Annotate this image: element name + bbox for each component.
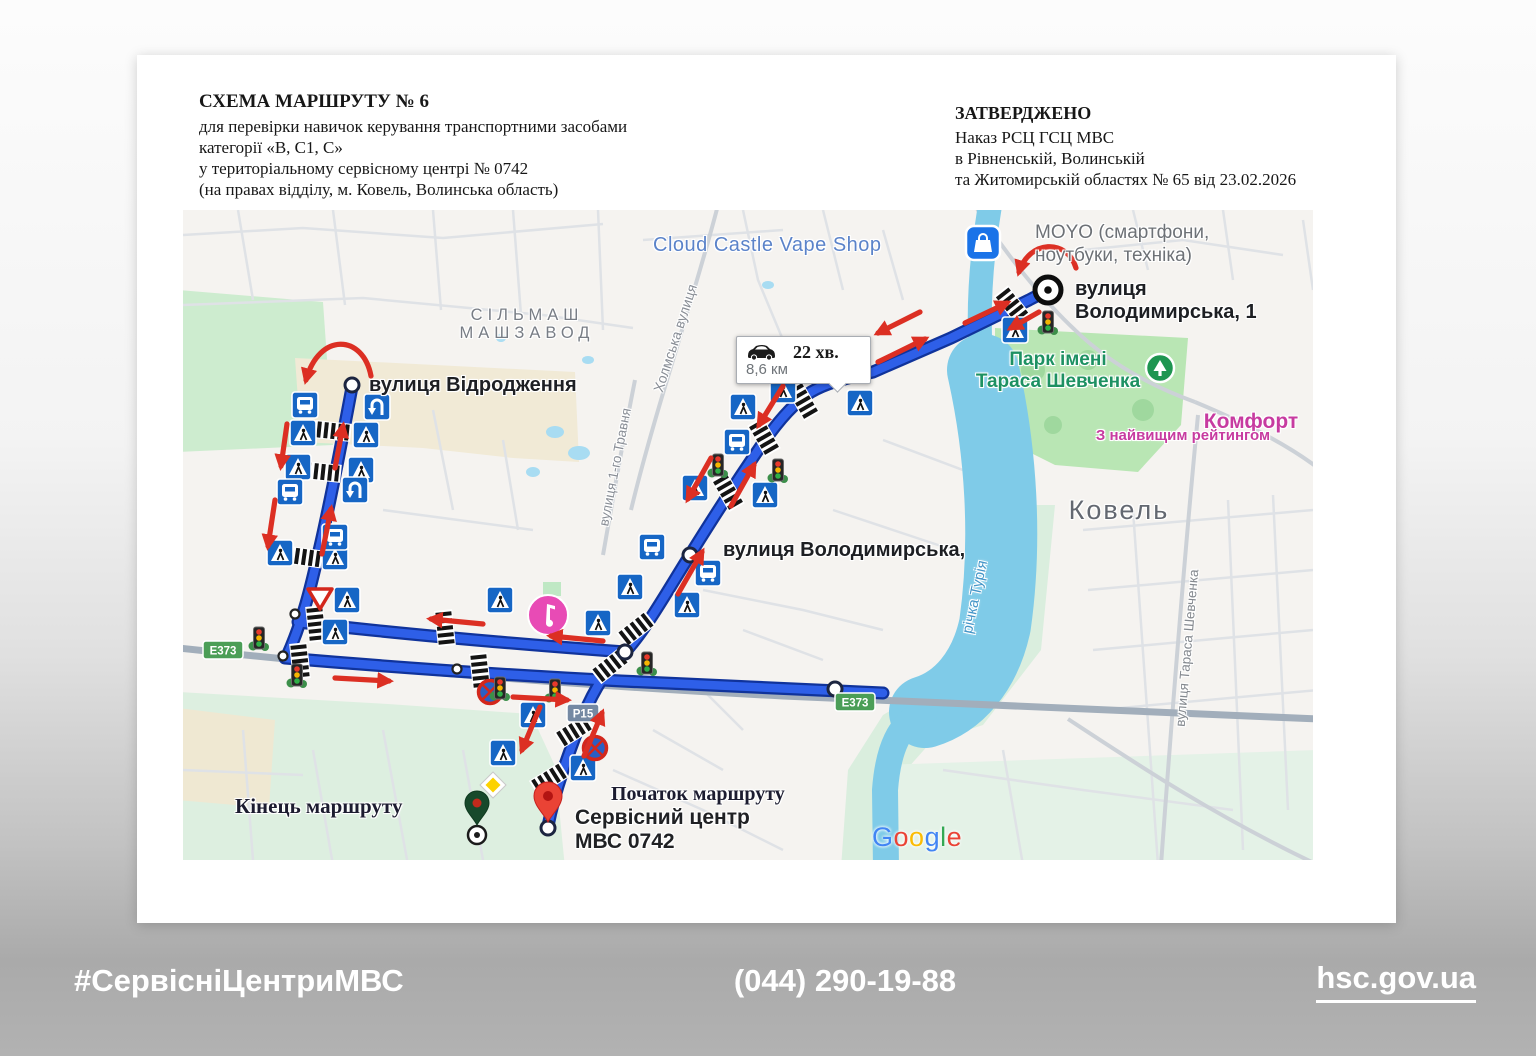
- scheme-subtitle-1: для перевірки навичок керування транспортними засобами: [199, 117, 628, 136]
- street-label-volodymyrska: вулиця Володимирська,: [723, 539, 966, 561]
- bus-stop-sign-icon: [639, 534, 665, 560]
- bus-stop-sign-icon: [695, 560, 721, 586]
- city-label-kovel: Ковель: [1068, 495, 1170, 525]
- car-icon: [745, 343, 781, 361]
- end-bullseye-icon: [468, 826, 486, 844]
- approved-title: ЗАТВЕРДЖЕНО: [955, 103, 1092, 123]
- park-label-2: Тараса Шевченка: [975, 371, 1141, 392]
- footer-hashtag: #СервісніЦентриМВС: [74, 963, 404, 998]
- destination-street-label-2: Володимирська, 1: [1075, 301, 1257, 323]
- crosswalk-sign-icon: [585, 610, 611, 636]
- street-label-shevchenka: вулиця Тараса Шевченка: [1172, 568, 1202, 728]
- approved-line-3: та Житомирській областях № 65 від 23.02.2026: [955, 170, 1297, 189]
- park-icon: [1146, 354, 1174, 382]
- u-turn-sign-icon: [364, 394, 390, 420]
- approved-line-1: Наказ РСЦ ГСЦ МВС: [955, 128, 1115, 147]
- e373-badge: [203, 641, 243, 659]
- route-time: 22 хв.: [793, 342, 839, 362]
- destination-street-label-1: вулиця: [1075, 278, 1147, 300]
- crosswalk-sign-icon: [490, 740, 516, 766]
- p15-badge: [567, 704, 599, 722]
- crosswalk-sign-icon: [730, 394, 756, 420]
- service-center-label-2: МВС 0742: [575, 830, 675, 853]
- route-map: [183, 210, 1313, 860]
- traffic-light-icon: [249, 627, 270, 651]
- area-label-silmash-1: СІЛЬМАШ: [470, 306, 584, 324]
- poi-label-moyo-2: ноутбуки, техніка): [1035, 245, 1192, 266]
- crosswalk-sign-icon: [290, 420, 316, 446]
- poi-label-moyo-1: MOYO (смартфони,: [1035, 222, 1210, 243]
- poi-label-komfort: Комфорт: [1203, 410, 1299, 433]
- river-label: річка Турія: [958, 558, 992, 636]
- scheme-subtitle-4: (на правах відділу, м. Ковель, Волинська область): [199, 180, 559, 199]
- route-distance: 8,6 км: [746, 361, 788, 378]
- header-left: [199, 91, 719, 200]
- svg-text:Р15: Р15: [572, 708, 594, 721]
- poi-label-komfort-sub: З найвищим рейтингом: [1095, 427, 1271, 444]
- e373-badge: [835, 693, 875, 711]
- crosswalk-sign-icon: [322, 619, 348, 645]
- header-right: [955, 103, 1385, 190]
- footer-phone: (044) 290-19-88: [733, 963, 957, 998]
- crosswalk-sign-icon: [353, 422, 379, 448]
- crosswalk-sign-icon: [285, 454, 311, 480]
- street-label-travnya: вулиця 1-го Травня: [596, 406, 634, 528]
- google-logo: Google: [872, 822, 963, 852]
- route-end-label: Кінець маршруту: [235, 794, 403, 818]
- traffic-light-icon: [1038, 311, 1059, 335]
- park-label-1: Парк імені: [1009, 349, 1107, 370]
- traffic-light-icon: [637, 652, 658, 676]
- crosswalk-sign-icon: [334, 587, 360, 613]
- scheme-subtitle-2: категорії «В, С1, С»: [199, 138, 343, 157]
- scheme-subtitle-3: у територіальному сервісному центрі № 0742: [199, 159, 529, 178]
- route-start-label: Початок маршруту: [611, 783, 785, 805]
- traffic-light-icon: [768, 459, 789, 483]
- svg-text:E373: E373: [209, 645, 237, 658]
- document-card: [137, 55, 1396, 923]
- shop-bag-icon: [966, 226, 1000, 260]
- crosswalk-sign-icon: [847, 390, 873, 416]
- u-turn-sign-icon: [342, 477, 368, 503]
- crosswalk-sign-icon: [752, 482, 778, 508]
- crosswalk-sign-icon: [487, 587, 513, 613]
- street-label-vidrodzhennya: вулиця Відродження: [369, 374, 577, 396]
- scheme-title: СХЕМА МАРШРУТУ № 6: [199, 91, 429, 112]
- service-center-label-1: Сервісний центр: [575, 806, 750, 829]
- footer-site-link: hsc.gov.ua: [1316, 960, 1476, 1003]
- route-info-tooltip: [736, 336, 871, 384]
- bus-stop-sign-icon: [292, 392, 318, 418]
- poi-icon: [528, 595, 568, 635]
- approved-line-2: в Рівненській, Волинській: [955, 149, 1145, 168]
- bus-stop-sign-icon: [724, 429, 750, 455]
- destination-target-icon: [1035, 277, 1061, 303]
- svg-text:E373: E373: [841, 697, 869, 710]
- bus-stop-sign-icon: [277, 479, 303, 505]
- poi-label-cloud-castle: Cloud Castle Vape Shop: [653, 234, 882, 256]
- area-label-silmash-2: МАШЗАВОД: [459, 324, 595, 342]
- street-label-kholmska: Холмська вулиця: [650, 282, 700, 394]
- crosswalk-sign-icon: [617, 574, 643, 600]
